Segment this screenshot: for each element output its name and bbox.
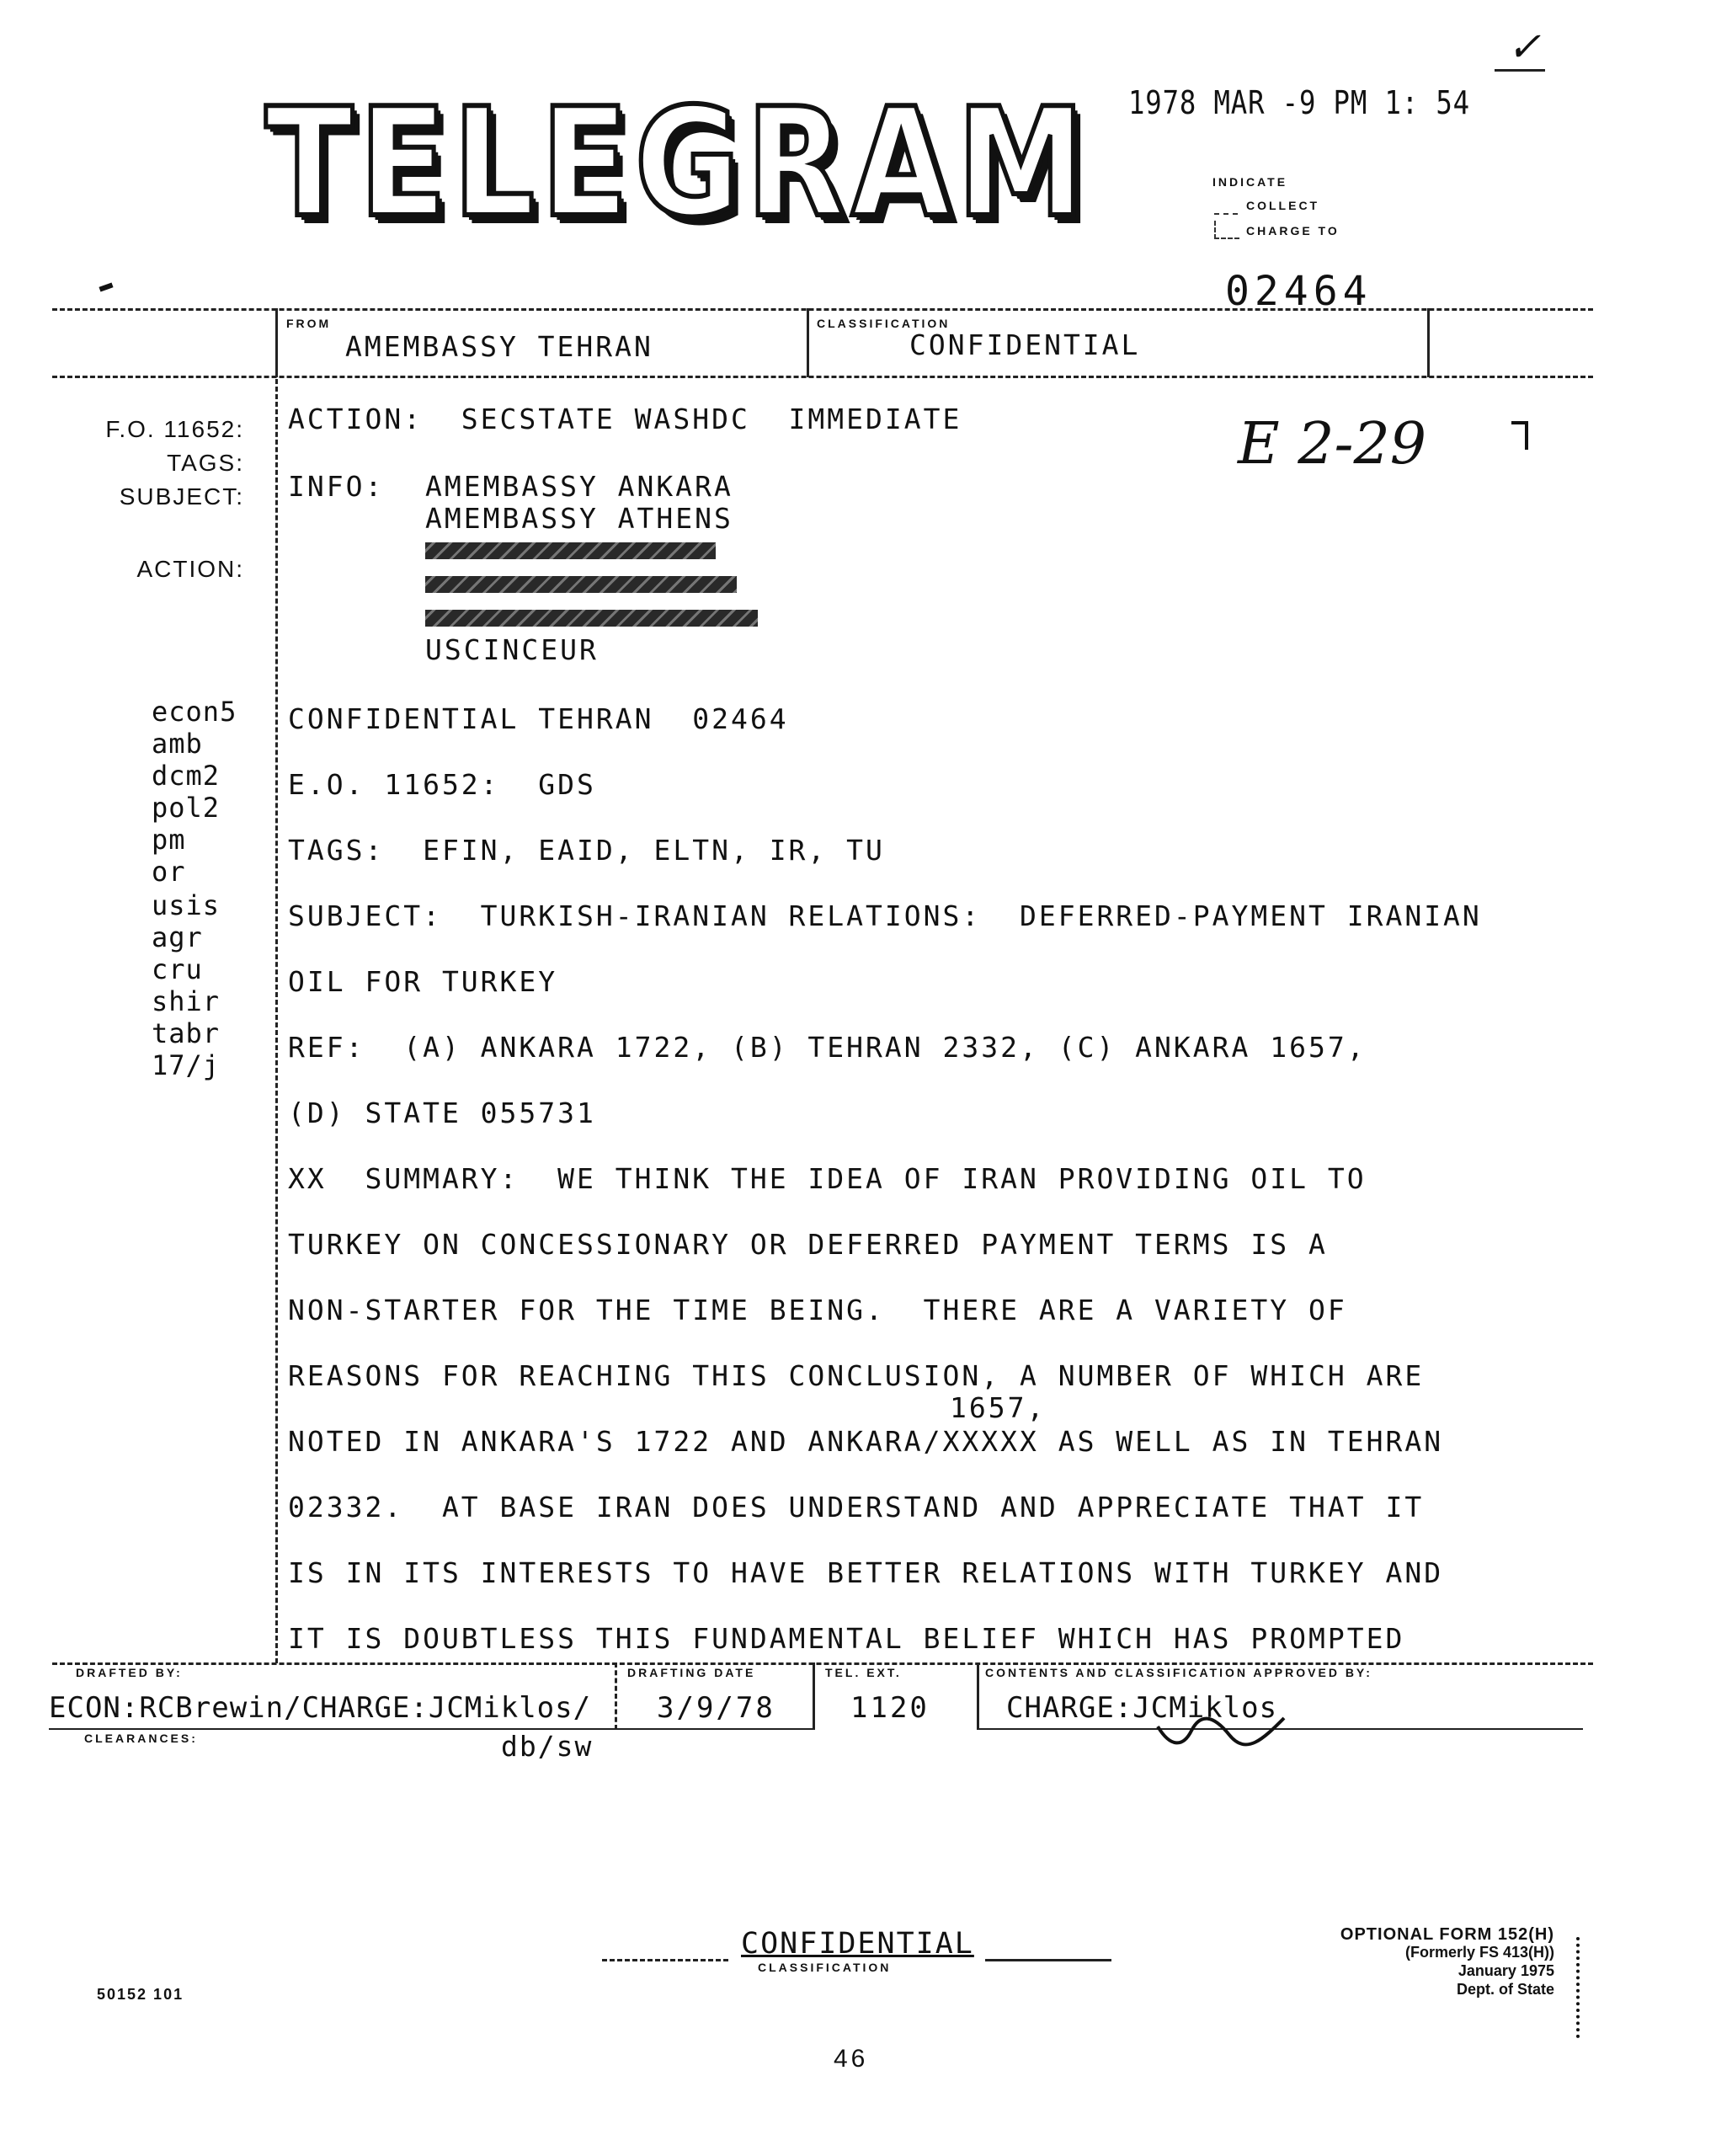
distribution-pm: pm xyxy=(152,824,186,856)
redacted-addressee-3 xyxy=(425,610,758,627)
footer-divider-2 xyxy=(813,1662,815,1730)
collect-checkbox xyxy=(1214,196,1238,215)
info-label: INFO: xyxy=(288,470,385,503)
info-addressee-2: AMEMBASSY ATHENS xyxy=(425,502,733,535)
classification-value: CONFIDENTIAL xyxy=(909,328,1141,361)
insertion-note: 1657, xyxy=(950,1391,1047,1424)
action-label: ACTION: xyxy=(136,556,244,582)
header-rule-bottom xyxy=(52,376,1593,378)
from-label: FROM xyxy=(286,317,332,330)
footer-divider-1 xyxy=(615,1662,617,1730)
form-info-1: OPTIONAL FORM 152(H) xyxy=(1340,1925,1554,1944)
collect-label: COLLECT xyxy=(1246,199,1320,212)
charge-to-label: CHARGE TO xyxy=(1246,224,1340,237)
header-divider-right xyxy=(1427,308,1430,377)
approved-by-value: CHARGE:JCMiklos xyxy=(1006,1691,1278,1725)
classification-label: CLASSIFICATION xyxy=(817,317,951,330)
distribution-cru: cru xyxy=(152,953,203,985)
bottom-class-rule-right xyxy=(985,1959,1111,1961)
body-line-3: TAGS: EFIN, EAID, ELTN, IR, TU xyxy=(288,834,885,867)
distribution-pol2: pol2 xyxy=(152,792,221,824)
tel-ext-label: TEL. EXT. xyxy=(825,1666,902,1679)
body-line-15: IT IS DOUBTLESS THIS FUNDAMENTAL BELIEF WHICH HAS PROMPTED xyxy=(288,1622,1405,1655)
telegram-masthead: TELEGRAM xyxy=(265,76,1091,250)
body-line-12: NOTED IN ANKARA'S 1722 AND ANKARA/XXXXX AS WELL AS IN TEHRAN xyxy=(288,1425,1444,1458)
form-info-4: Dept. of State xyxy=(1456,1981,1554,1998)
footer-rule-top xyxy=(52,1662,1593,1665)
header-divider-mid xyxy=(807,308,809,377)
form-info-2: (Formerly FS 413(H)) xyxy=(1404,1944,1554,1961)
check-mark: ✓ xyxy=(1507,24,1542,71)
redacted-addressee-2 xyxy=(425,576,737,593)
stamp-number: 02464 xyxy=(1225,268,1372,315)
bottom-class-rule-left xyxy=(602,1959,728,1961)
info-addressee-1: AMEMBASSY ANKARA xyxy=(425,470,733,503)
typist-initials: db/sw xyxy=(501,1730,594,1763)
body-line-8: XX SUMMARY: WE THINK THE IDEA OF IRAN PROVIDING OIL TO xyxy=(288,1162,1367,1195)
drafted-by-label: DRAFTED BY: xyxy=(76,1666,183,1679)
signature-stroke xyxy=(1158,1718,1284,1744)
distribution-econ5: econ5 xyxy=(152,696,237,728)
body-margin-rule xyxy=(275,379,278,1663)
distribution-shir: shir xyxy=(152,985,221,1017)
drafted-underline xyxy=(49,1728,815,1730)
timestamp: 1978 MAR -9 PM 1: 54 xyxy=(1128,84,1470,121)
header-divider-left xyxy=(275,308,278,377)
check-underline xyxy=(1495,69,1545,72)
distribution-tabr: tabr xyxy=(152,1017,221,1049)
form-number: 50152 101 xyxy=(97,1986,184,2003)
drafting-date-label: DRAFTING DATE xyxy=(627,1666,756,1679)
distribution-17j: 17/j xyxy=(152,1049,221,1081)
body-line-14: IS IN ITS INTERESTS TO HAVE BETTER RELATIONS WITH TURKEY AND xyxy=(288,1556,1444,1589)
body-line-13: 02332. AT BASE IRAN DOES UNDERSTAND AND APPRECIATE THAT IT xyxy=(288,1491,1425,1524)
margin-dots xyxy=(1576,1937,1583,2038)
info-addressee-last: USCINCEUR xyxy=(425,633,599,666)
drafted-by-value: ECON:RCBrewin/CHARGE:JCMiklos/ xyxy=(49,1691,592,1725)
bottom-classification: CONFIDENTIAL xyxy=(741,1927,974,1961)
body-line-1: CONFIDENTIAL TEHRAN 02464 xyxy=(288,702,789,735)
form-info-3: January 1975 xyxy=(1458,1962,1554,1979)
drafting-date-value: 3/9/78 xyxy=(657,1691,775,1725)
distribution-agr: agr xyxy=(152,921,203,953)
bracket-mark xyxy=(1511,421,1528,450)
page-number: 46 xyxy=(834,2045,869,2073)
subject-label: SUBJECT: xyxy=(119,483,244,510)
tags-label: TAGS: xyxy=(167,450,244,476)
body-line-5: OIL FOR TURKEY xyxy=(288,965,558,998)
approved-by-label: CONTENTS AND CLASSIFICATION APPROVED BY: xyxy=(985,1666,1372,1679)
body-line-7: (D) STATE 055731 xyxy=(288,1097,596,1129)
fo-label: F.O. 11652: xyxy=(105,416,244,442)
handwritten-file-code: E 2-29 xyxy=(1238,411,1427,478)
body-line-6: REF: (A) ANKARA 1722, (B) TEHRAN 2332, (C) ANKARA 1657, xyxy=(288,1031,1367,1064)
footer-divider-3 xyxy=(977,1662,979,1730)
tel-ext-value: 1120 xyxy=(850,1691,930,1725)
body-line-4: SUBJECT: TURKISH-IRANIAN RELATIONS: DEFERRED-PAYMENT IRANIAN xyxy=(288,899,1482,932)
from-value: AMEMBASSY TEHRAN xyxy=(345,330,653,363)
bottom-classification-label: CLASSIFICATION xyxy=(758,1961,892,1974)
header-rule-top xyxy=(52,308,1593,311)
distribution-usis: usis xyxy=(152,889,221,921)
signature-scribble xyxy=(1154,1701,1288,1752)
clearances-label: CLEARANCES: xyxy=(84,1732,198,1745)
redacted-addressee-1 xyxy=(425,542,716,559)
distribution-dcm2: dcm2 xyxy=(152,760,221,792)
indicate-label: INDICATE xyxy=(1212,175,1288,189)
body-line-9: TURKEY ON CONCESSIONARY OR DEFERRED PAYMENT TERMS IS A xyxy=(288,1228,1328,1261)
body-line-11: REASONS FOR REACHING THIS CONCLUSION, A NUMBER OF WHICH ARE xyxy=(288,1359,1425,1392)
distribution-or: or xyxy=(152,856,186,888)
distribution-amb: amb xyxy=(152,728,203,760)
body-line-10: NON-STARTER FOR THE TIME BEING. THERE ARE A VARIETY OF xyxy=(288,1294,1347,1326)
body-line-2: E.O. 11652: GDS xyxy=(288,768,596,801)
action-line: ACTION: SECSTATE WASHDC IMMEDIATE xyxy=(288,403,962,435)
stray-mark xyxy=(99,282,113,291)
charge-to-checkbox xyxy=(1214,221,1239,239)
